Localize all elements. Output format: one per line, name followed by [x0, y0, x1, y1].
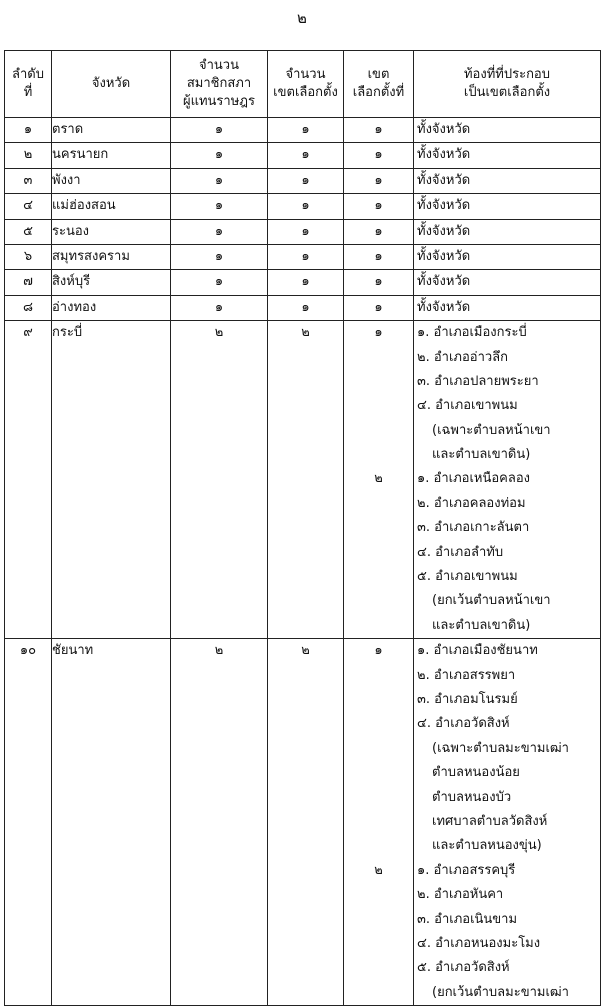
area-line: และตำบลหนองขุ่น): [432, 838, 542, 854]
district-number: [344, 932, 413, 956]
district-count: ๑: [268, 295, 344, 320]
district-number: [344, 737, 413, 761]
district-number: [344, 589, 413, 613]
district-number-cell: [344, 244, 414, 269]
area-line: ทั้งจังหวัด: [417, 147, 471, 163]
area-line: ๕. อำเภอวัดสิงห์: [417, 960, 510, 976]
area-line: ๓. อำเภอเกาะลันตา: [417, 520, 530, 536]
table-row: [5, 118, 601, 143]
area-cell: [414, 143, 601, 168]
province-name: อ่างทอง: [52, 295, 171, 320]
district-number: ๒: [374, 471, 383, 487]
table-row: [5, 143, 601, 168]
table-row: [5, 270, 601, 295]
district-number: ๑: [374, 172, 383, 188]
district-count: ๒: [268, 639, 344, 1006]
member-count: ๑: [171, 194, 268, 219]
district-number: [344, 443, 413, 467]
table-row: [5, 321, 601, 639]
district-number-cell: [344, 194, 414, 219]
row-number: ๓: [5, 168, 52, 193]
table-row: [5, 244, 601, 269]
member-count: ๑: [171, 244, 268, 269]
header-members: จำนวน สมาชิกสภา ผู้แทนราษฎร: [171, 51, 268, 118]
district-number: ๑: [374, 223, 383, 239]
area-line: และตำบลเขาดิน): [432, 617, 531, 633]
district-number: [344, 712, 413, 736]
district-number: [344, 786, 413, 810]
district-number: ๑: [374, 147, 383, 163]
district-number-cell: [344, 295, 414, 320]
district-number-cell: [344, 118, 414, 143]
district-number: [344, 956, 413, 980]
district-count: ๒: [268, 321, 344, 639]
area-line: ๑. อำเภอเหนือคลอง: [417, 471, 530, 487]
area-line: ทั้งจังหวัด: [417, 198, 471, 214]
area-cell: [414, 244, 601, 269]
province-name: สิงห์บุรี: [52, 270, 171, 295]
area-line: ๔. อำเภอหนองมะโมง: [417, 935, 541, 951]
member-count: ๑: [171, 143, 268, 168]
province-name: แม่ฮ่องสอน: [52, 194, 171, 219]
area-line: ๒. อำเภอหันคา: [417, 887, 504, 903]
area-cell: [414, 639, 601, 1006]
table-row: [5, 168, 601, 193]
district-count: ๑: [268, 118, 344, 143]
header-district-no: เขต เลือกตั้งที่: [344, 51, 414, 118]
district-number-cell: [344, 219, 414, 244]
table-row: [5, 295, 601, 320]
district-count: ๑: [268, 270, 344, 295]
row-number: ๖: [5, 244, 52, 269]
district-number: [344, 614, 413, 638]
area-line: ทั้งจังหวัด: [417, 274, 471, 290]
member-count: ๑: [171, 168, 268, 193]
area-line: ๒. อำเภออ่าวลึก: [417, 349, 509, 365]
district-count: ๑: [268, 194, 344, 219]
district-number-cell: [344, 270, 414, 295]
district-number: ๑: [374, 325, 383, 341]
area-line: ตำบลหนองน้อย: [432, 765, 520, 781]
district-number-cell: [344, 168, 414, 193]
district-number: ๑: [374, 274, 383, 290]
area-line: ทั้งจังหวัด: [417, 299, 471, 315]
row-number: ๙: [5, 321, 52, 639]
area-line: ทั้งจังหวัด: [417, 223, 471, 239]
district-number: [344, 834, 413, 858]
area-line: ทั้งจังหวัด: [417, 172, 471, 188]
area-cell: [414, 295, 601, 320]
member-count: ๑: [171, 219, 268, 244]
district-number: ๑: [374, 299, 383, 315]
district-count: ๑: [268, 168, 344, 193]
district-number: ๒: [374, 862, 383, 878]
district-number-cell: [344, 321, 414, 639]
header-province: จังหวัด: [52, 51, 171, 118]
row-number: ๑๐: [5, 639, 52, 1006]
district-number: ๑: [374, 198, 383, 214]
area-cell: [414, 194, 601, 219]
area-line: เทศบาลตำบลวัดสิงห์: [432, 813, 548, 829]
member-count: ๒: [171, 321, 268, 639]
district-number: [344, 492, 413, 516]
area-line: (ยกเว้นตำบลมะขามเฒ่า: [432, 984, 569, 1000]
area-line: ๒. อำเภอคลองท่อม: [417, 495, 526, 511]
area-cell: [414, 168, 601, 193]
area-line: ๓. อำเภอมโนรมย์: [417, 691, 518, 707]
province-name: กระบี่: [52, 321, 171, 639]
row-number: ๑: [5, 118, 52, 143]
area-line: ๔. อำเภอเขาพนม: [417, 398, 518, 414]
district-number: [344, 688, 413, 712]
area-line: และตำบลเขาดิน): [432, 447, 531, 463]
page-number: ๒: [297, 9, 307, 27]
row-number: ๗: [5, 270, 52, 295]
header-no: ลำดับ ที่: [5, 51, 52, 118]
table-row: [5, 639, 601, 1006]
area-line: ๔. อำเภอลำทับ: [417, 544, 504, 560]
district-number: ๑: [374, 248, 383, 264]
district-number: [344, 565, 413, 589]
header-areas: ท้องที่ที่ประกอบ เป็นเขตเลือกตั้ง: [414, 51, 601, 118]
member-count: ๑: [171, 295, 268, 320]
district-number: ๑: [374, 643, 383, 659]
district-number: [344, 883, 413, 907]
area-line: (เฉพาะตำบลมะขามเฒ่า: [432, 740, 569, 756]
province-name: ตราด: [52, 118, 171, 143]
province-name: ระนอง: [52, 219, 171, 244]
area-line: ๑. อำเภอเมืองกระบี่: [417, 325, 527, 341]
district-number: [344, 761, 413, 785]
district-number: [344, 541, 413, 565]
table-row: [5, 219, 601, 244]
area-line: ตำบลหนองบัว: [432, 789, 512, 805]
district-count: ๑: [268, 143, 344, 168]
area-cell: [414, 219, 601, 244]
area-line: ๑. อำเภอเมืองชัยนาท: [417, 643, 538, 659]
province-name: นครนายก: [52, 143, 171, 168]
area-line: ทั้งจังหวัด: [417, 122, 471, 137]
area-line: ทั้งจังหวัด: [417, 248, 471, 264]
district-number: [344, 370, 413, 394]
member-count: ๑: [171, 270, 268, 295]
district-count: ๑: [268, 244, 344, 269]
province-name: ชัยนาท: [52, 639, 171, 1006]
area-line: ๕. อำเภอเขาพนม: [417, 569, 518, 585]
district-number: [344, 346, 413, 370]
area-cell: [414, 118, 601, 143]
district-number: [344, 908, 413, 932]
row-number: ๒: [5, 143, 52, 168]
area-line: ๒. อำเภอสรรพยา: [417, 667, 516, 683]
province-name: พังงา: [52, 168, 171, 193]
district-number: [344, 664, 413, 688]
area-line: ๓. อำเภอเนินขาม: [417, 911, 518, 927]
constituency-table: [4, 50, 601, 1006]
province-name: สมุทรสงคราม: [52, 244, 171, 269]
table-header-row: [5, 51, 601, 118]
district-number: [344, 810, 413, 834]
table-row: [5, 194, 601, 219]
district-number: [344, 419, 413, 443]
member-count: ๒: [171, 639, 268, 1006]
area-line: ๔. อำเภอวัดสิงห์: [417, 716, 510, 732]
row-number: ๔: [5, 194, 52, 219]
district-number: [344, 394, 413, 418]
area-line: ๑. อำเภอสรรคบุรี: [417, 862, 516, 878]
district-count: ๑: [268, 219, 344, 244]
area-line: (เฉพาะตำบลหน้าเขา: [432, 422, 551, 438]
district-number: [344, 516, 413, 540]
district-number-cell: [344, 143, 414, 168]
row-number: ๕: [5, 219, 52, 244]
area-cell: [414, 321, 601, 639]
area-line: (ยกเว้นตำบลหน้าเขา: [432, 593, 551, 609]
district-number-cell: [344, 639, 414, 1006]
district-number: [344, 981, 413, 1005]
member-count: ๑: [171, 118, 268, 143]
row-number: ๘: [5, 295, 52, 320]
header-districts-count: จำนวน เขตเลือกตั้ง: [268, 51, 344, 118]
area-cell: [414, 270, 601, 295]
district-number: ๑: [374, 122, 383, 137]
area-line: ๓. อำเภอปลายพระยา: [417, 373, 539, 389]
